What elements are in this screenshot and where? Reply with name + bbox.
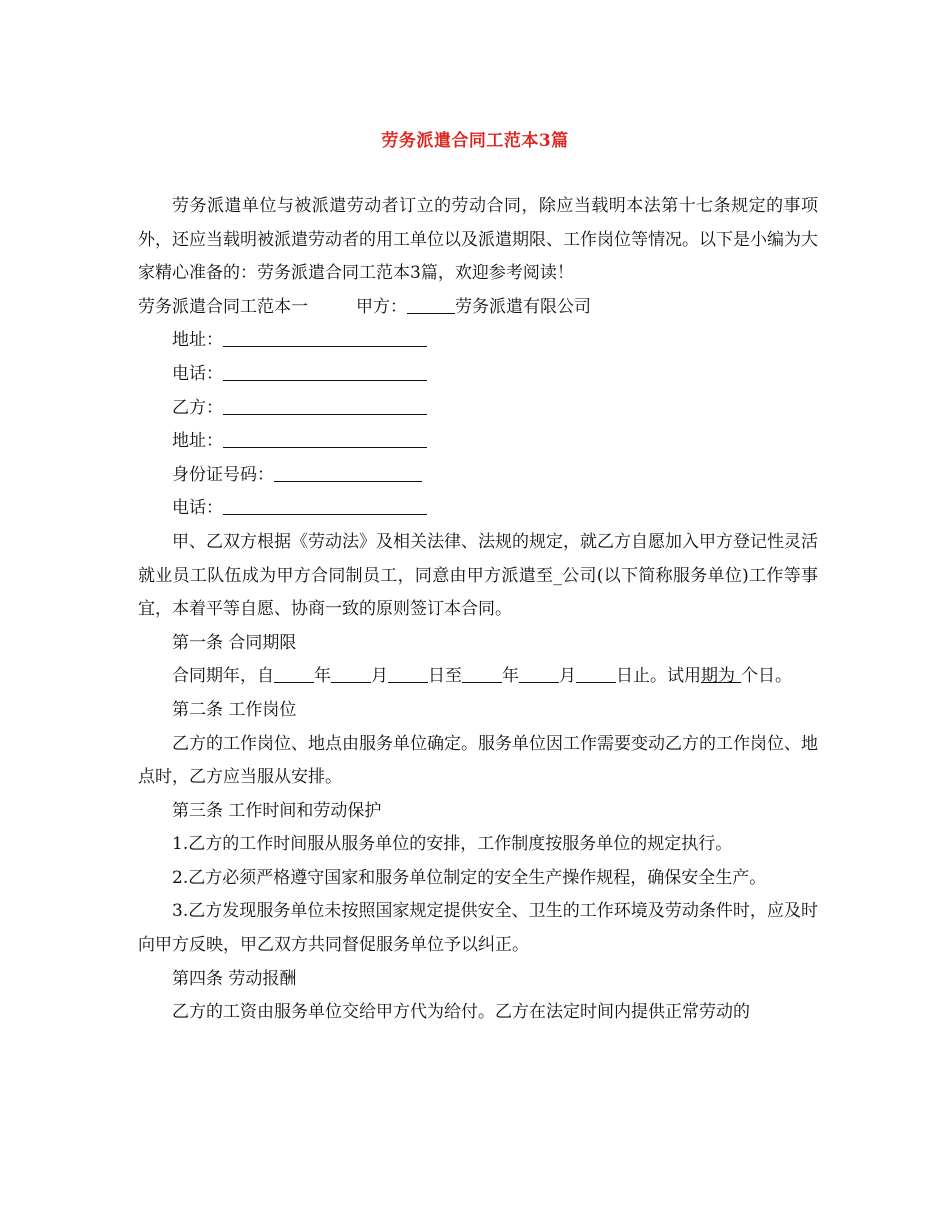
text-part: 年 [314, 666, 331, 687]
blank [274, 665, 314, 683]
field-label: 地址： [172, 431, 223, 452]
field-id-number [138, 459, 818, 493]
article-1-text [138, 660, 818, 694]
field-label: 身份证号码： [172, 464, 274, 485]
document-title: 劳务派遣合同工范本3篇 [381, 131, 569, 151]
field-blank [223, 329, 427, 347]
field-label: 乙方： [172, 397, 223, 418]
article-3-item-3: 3.乙方发现服务单位未按照国家规定提供安全、卫生的工作环境及劳动条件时，应及时向甲方反映，甲乙双方共同督促服务单位予以纠正。 [138, 901, 818, 956]
article-3-heading: 第三条 工作时间和劳动保护 [172, 800, 382, 821]
article-4-heading: 第四条 劳动报酬 [172, 968, 297, 989]
article-1-heading: 第一条 合同期限 [172, 632, 297, 653]
field-label: 地址： [172, 330, 223, 351]
field-blank [223, 430, 427, 448]
text-part: 日至 [428, 666, 462, 687]
article-2-text: 乙方的工作岗位、地点由服务单位确定。服务单位因工作需要变动乙方的工作岗位、地点时，乙方应当服从安排。 [138, 733, 818, 788]
field-address-b [138, 425, 818, 459]
article-4-text: 乙方的工资由服务单位交给甲方代为给付。乙方在法定时间内提供正常劳动的 [172, 1002, 750, 1023]
blank [701, 665, 741, 683]
text-part: 日止。试用期为 [616, 666, 735, 687]
field-blank [223, 397, 427, 415]
party-a-blank [407, 296, 455, 314]
field-blank [274, 464, 422, 482]
document-body [138, 190, 818, 1030]
article-2-heading: 第二条 工作岗位 [172, 699, 297, 720]
blank [388, 665, 428, 683]
intro-line-1: 劳务派遣单位与被派遣劳动者订立的劳动合同，除应当载明本法第十七条规定 [172, 196, 767, 216]
text-part: 个日。 [741, 666, 792, 687]
intro-paragraph [138, 190, 818, 291]
field-label: 电话： [172, 363, 223, 384]
blank [462, 665, 502, 683]
party-a-label: 甲方： [356, 296, 407, 317]
article-3-item-1: 1.乙方的工作时间服从服务单位的安排，工作制度按服务单位的规定执行。 [172, 834, 733, 855]
text-part: 年 [502, 666, 519, 687]
field-party-b [138, 392, 818, 426]
field-phone-b [138, 492, 818, 526]
field-blank [223, 497, 427, 515]
intro-line-3: 以下是小编为大家精心准备的：劳务派遣合同工范本3篇，欢迎参考阅读！ [138, 229, 818, 284]
party-a-name: 劳务派遣有限公司 [455, 296, 591, 317]
blank [576, 665, 616, 683]
text-part: 合同期年，自 [172, 666, 274, 687]
text-part: 月 [371, 666, 388, 687]
section-heading: 劳务派遣合同工范本一 [138, 296, 308, 317]
intro-line-2: 的事项外，还应当载明被派遣劳动者的用工单位以及派遣期限、工作岗位等情况。 [138, 196, 819, 250]
preamble-paragraph: 甲、乙双方根据《劳动法》及相关法律、法规的规定，就乙方自愿加入甲方登记性灵活就业员工队伍成为甲方合同制员工，同意由甲方派遣至_公司(以下简称服务单位)工作等事宜，本着平等自愿、协商一致的原则签订本合同。 [138, 531, 818, 620]
field-blank [223, 363, 427, 381]
field-address-a [138, 324, 818, 358]
blank [519, 665, 559, 683]
field-label: 电话： [172, 498, 223, 519]
field-phone-a [138, 358, 818, 392]
section-heading-line [138, 291, 818, 325]
text-part: 月 [559, 666, 576, 687]
blank [331, 665, 371, 683]
article-3-item-2: 2.乙方必须严格遵守国家和服务单位制定的安全生产操作规程，确保安全生产。 [172, 867, 767, 888]
